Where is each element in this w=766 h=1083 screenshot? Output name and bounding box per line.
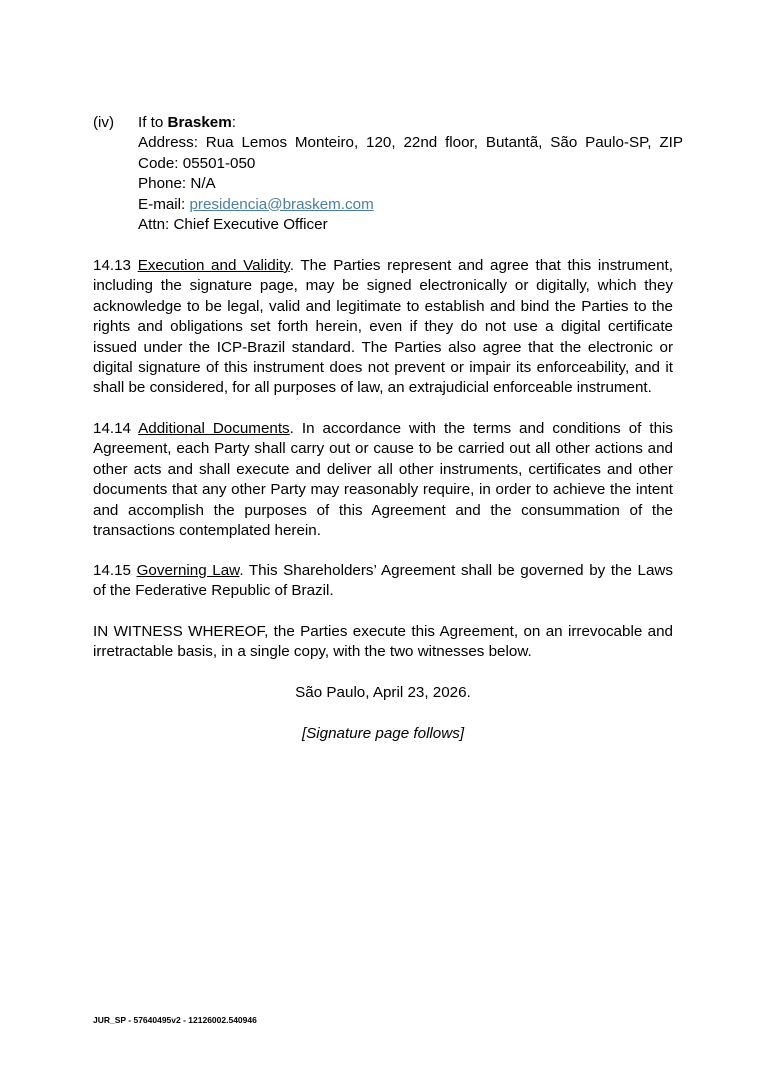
section-14-13 xyxy=(93,256,673,399)
section-number: 14.15 xyxy=(93,562,137,579)
notice-email-label: E-mail: xyxy=(138,195,190,213)
section-number: 14.14 xyxy=(93,420,139,437)
section-text: . In accordance with the terms and conditions of this Agreement, each Party shall carry out or cause to be carried out all other actions and other acts and shall execute and deliver all other instruments, certificates and other documents that any other Party may reasonably require, in order to achieve the intent and accomplish the purposes of this Agreement and the consummation of the transactions contemplated herein. xyxy=(93,420,673,540)
section-text: . This Shareholders’ Agreement shall be governed by the Laws of the Federative Republic of Brazil. xyxy=(93,562,673,600)
notice-address: Address: Rua Lemos Monteiro, 120, 22nd floor, Butantã, São Paulo-SP, ZIP Code: 05501-050 xyxy=(138,134,683,172)
section-text: . The Parties represent and agree that this instrument, including the signature page, may be signed electronically or digitally, which they acknowledge to be legal, valid and legitimate to establish and bind the Parties to the rights and obligations set forth herein, even if they do not use a digital certificate issued under the ICP-Brazil standard. The Parties also agree that the electronic or digital signature of this instrument does not prevent or impair its enforceability, and it shall be considered, for all purposes of law, an extrajudicial enforceable instrument. xyxy=(93,257,673,397)
section-heading: Governing Law xyxy=(136,562,240,579)
notice-prefix: If to xyxy=(138,114,168,131)
notice-colon: : xyxy=(231,114,236,131)
section-number: 14.13 xyxy=(93,257,138,274)
notice-email-line xyxy=(138,195,683,215)
section-heading: Execution and Validity xyxy=(137,257,290,274)
section-14-15 xyxy=(93,561,673,602)
document-footer-reference: JUR_SP - 57640495v2 - 12126002.540946 xyxy=(93,1015,257,1025)
notice-attn: Attn: Chief Executive Officer xyxy=(138,216,328,234)
notice-party-name: Braskem xyxy=(167,114,232,131)
place-and-date: São Paulo, April 23, 2026. xyxy=(295,684,471,701)
notice-recipient-line xyxy=(138,113,683,133)
signature-page-note: [Signature page follows] xyxy=(301,725,465,742)
notice-item-number: (iv) xyxy=(93,114,115,131)
notice-email-link[interactable]: presidencia@braskem.com xyxy=(189,195,374,213)
section-heading: Additional Documents xyxy=(138,420,290,437)
witness-clause: IN WITNESS WHEREOF, the Parties execute this Agreement, on an irrevocable and irretractable basis, in a single copy, with the two witnesses below. xyxy=(93,623,673,661)
notice-phone: Phone: N/A xyxy=(138,175,216,193)
notice-details xyxy=(138,113,683,235)
notice-block-braskem xyxy=(93,113,683,235)
section-14-14 xyxy=(93,419,673,541)
